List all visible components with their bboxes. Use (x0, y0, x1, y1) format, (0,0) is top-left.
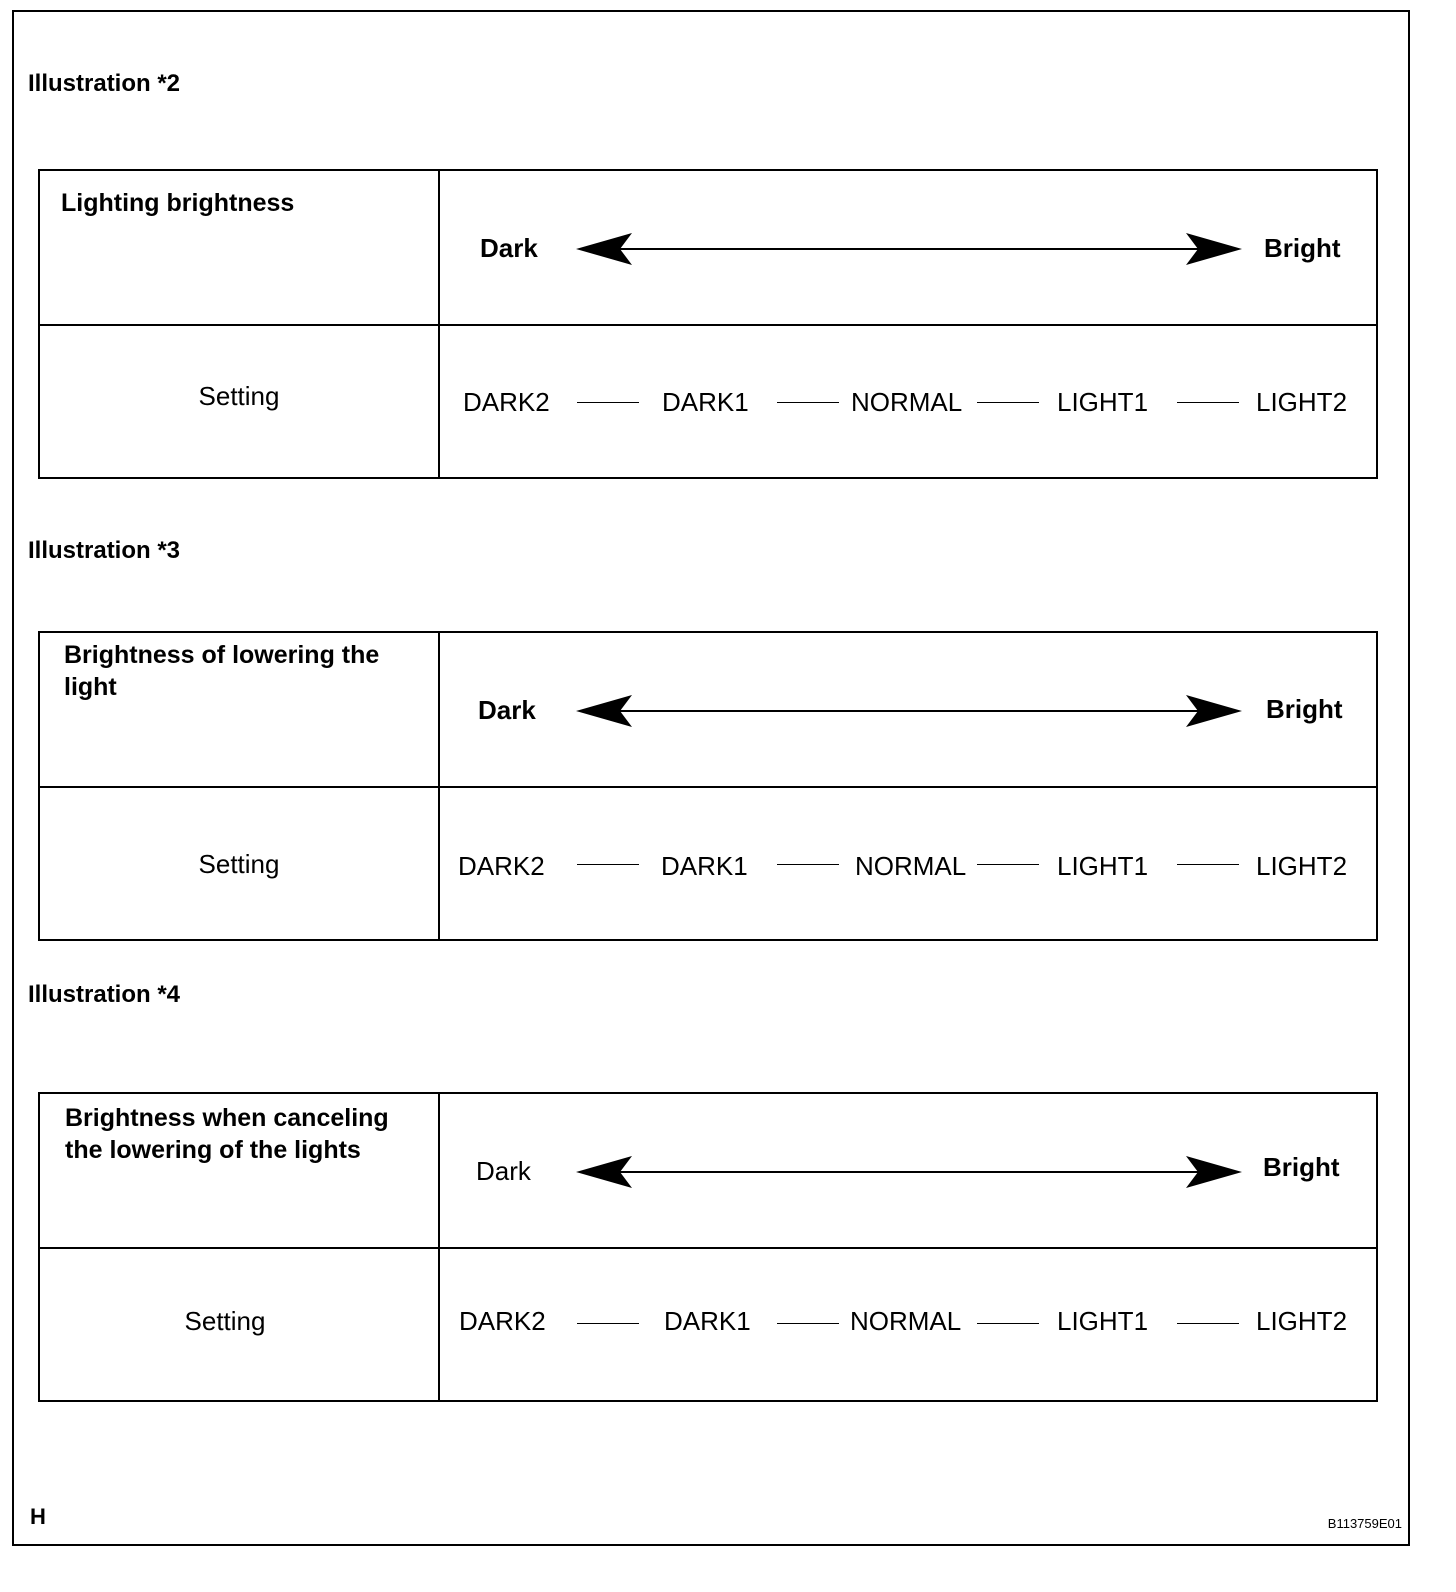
brightness-table (38, 169, 1378, 479)
level-connector (777, 1323, 839, 1324)
double-arrow-icon (576, 1152, 1242, 1192)
row-title: Lighting brightness (61, 189, 295, 217)
level-connector (1177, 402, 1239, 403)
double-arrow-icon (576, 229, 1242, 269)
bright-label: Bright (1263, 1152, 1340, 1182)
level-dark1: DARK1 (664, 1306, 751, 1336)
level-light2: LIGHT2 (1256, 851, 1348, 881)
level-normal: NORMAL (850, 1306, 962, 1336)
level-connector (577, 402, 639, 403)
level-connector (777, 864, 839, 865)
dark-label: Dark (478, 695, 536, 725)
level-normal: NORMAL (851, 387, 963, 417)
level-connector (1177, 1323, 1239, 1324)
brightness-table (38, 1092, 1378, 1402)
dark-label: Dark (480, 233, 538, 263)
setting-label: Setting (184, 1306, 266, 1336)
level-light1: LIGHT1 (1057, 1306, 1149, 1336)
row-divider (40, 1247, 1376, 1249)
level-dark2: DARK2 (458, 851, 545, 881)
level-light2: LIGHT2 (1256, 387, 1348, 417)
level-light1: LIGHT1 (1057, 387, 1149, 417)
double-arrow-icon (576, 691, 1242, 731)
level-dark2: DARK2 (463, 387, 550, 417)
level-connector (777, 402, 839, 403)
row-title: Brightness of lowering the light (64, 641, 380, 701)
level-dark2: DARK2 (459, 1306, 546, 1336)
dark-label: Dark (476, 1156, 531, 1186)
row-title: Brightness when canceling the lowering of the lights (65, 1104, 389, 1164)
level-connector (577, 1323, 639, 1324)
footer-left-mark: H (30, 1504, 46, 1529)
level-connector (1177, 864, 1239, 865)
row-divider (40, 324, 1376, 326)
level-connector (977, 402, 1039, 403)
figure-code: B113759E01 (1327, 1516, 1402, 1531)
level-light1: LIGHT1 (1057, 851, 1149, 881)
level-normal: NORMAL (855, 851, 967, 881)
level-dark1: DARK1 (662, 387, 749, 417)
level-dark1: DARK1 (661, 851, 748, 881)
bright-label: Bright (1266, 694, 1343, 724)
section-heading: Illustration *2 (28, 70, 181, 97)
section-heading: Illustration *4 (28, 981, 181, 1008)
level-connector (977, 864, 1039, 865)
row-divider (40, 786, 1376, 788)
bright-label: Bright (1264, 233, 1341, 263)
level-light2: LIGHT2 (1256, 1306, 1348, 1336)
setting-label: Setting (198, 849, 280, 879)
section-heading: Illustration *3 (28, 537, 181, 564)
level-connector (577, 864, 639, 865)
setting-label: Setting (198, 381, 280, 411)
level-connector (977, 1323, 1039, 1324)
brightness-table (38, 631, 1378, 941)
